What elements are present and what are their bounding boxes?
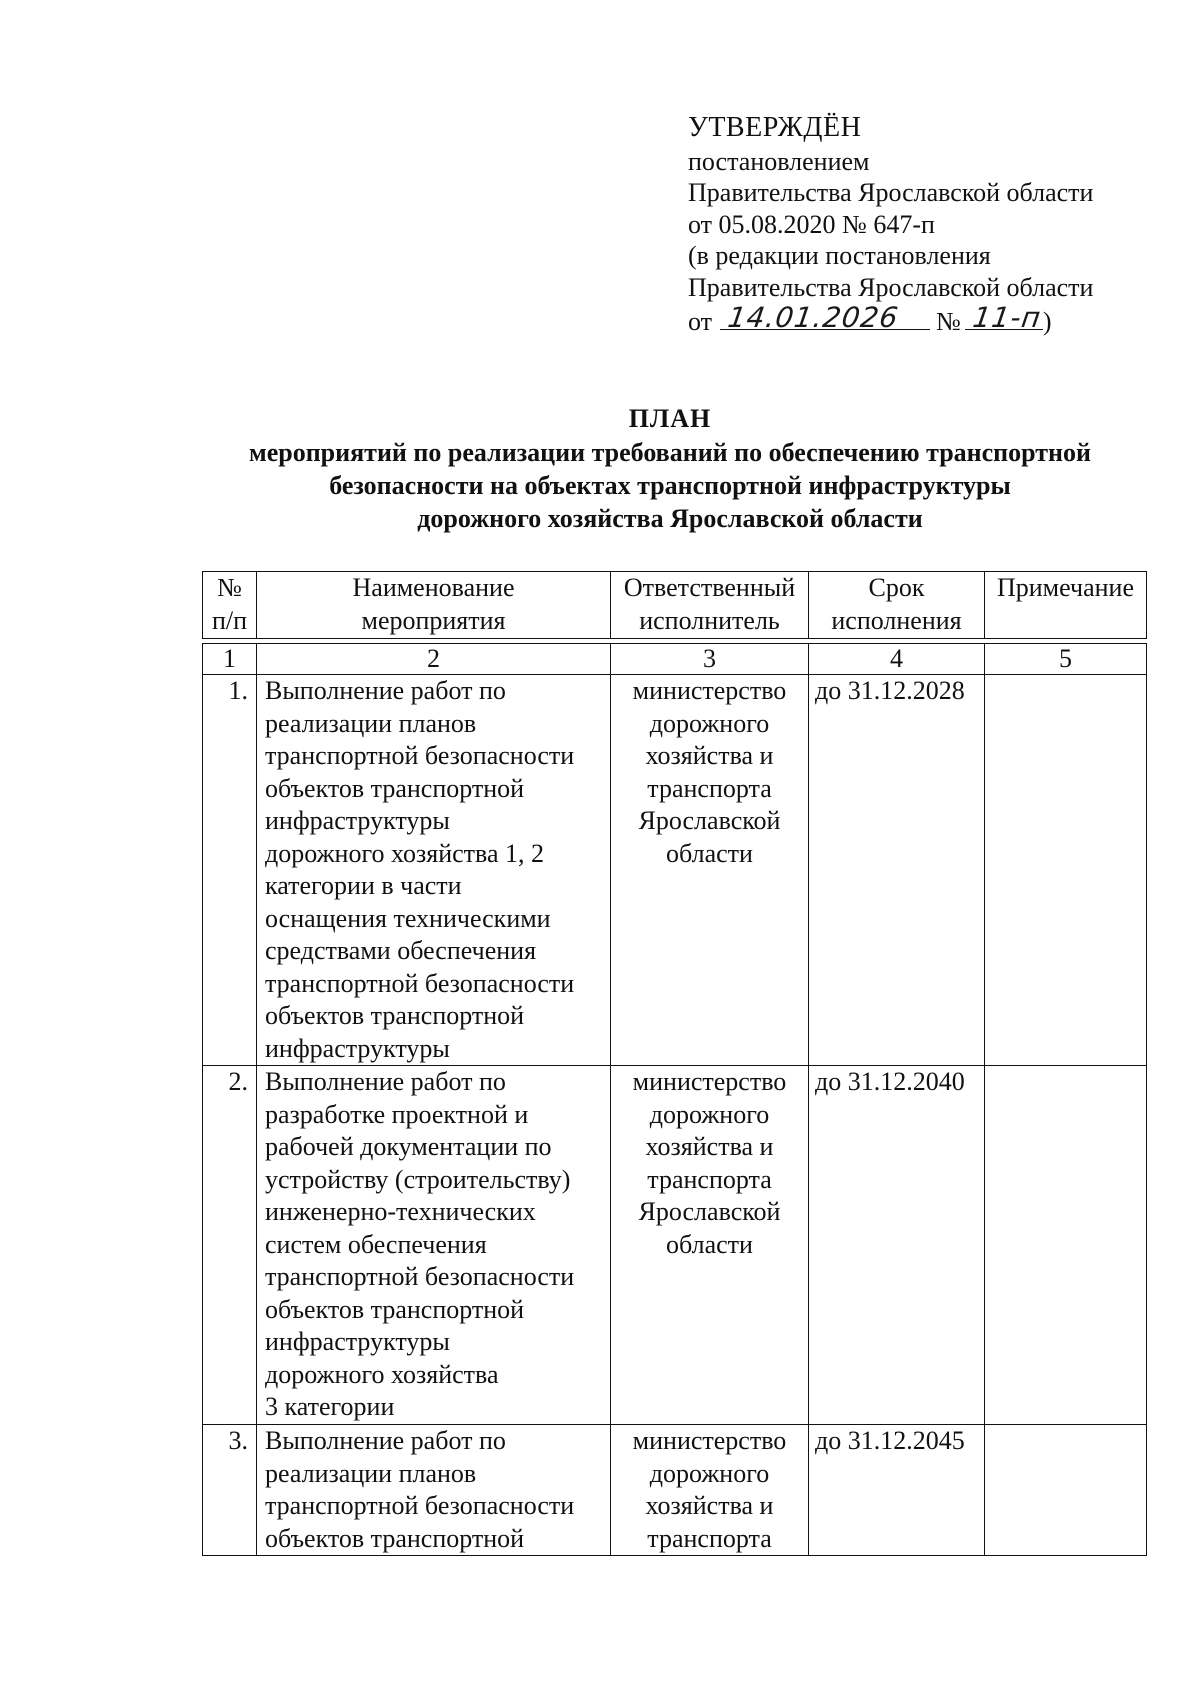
activity-line: объектов транспортной (265, 1001, 525, 1030)
activity-line: категории в части (265, 871, 462, 900)
activity-line: рабочей документации по (265, 1132, 552, 1161)
row-term: до 31.12.2040 (809, 1066, 985, 1425)
approval-line-4: (в редакции постановления (688, 241, 991, 270)
activity-line: 3 категории (265, 1392, 395, 1421)
approval-line-3: от 05.08.2020 № 647-п (688, 209, 935, 239)
executor-line: хозяйства и (645, 1491, 774, 1520)
executor-line: министерство (632, 1426, 787, 1455)
header-term-line-1: Срок (868, 573, 925, 602)
activity-line: транспортной безопасности (265, 968, 575, 998)
handwritten-date: 14.01.2026 (725, 300, 901, 334)
approval-line-2: Правительства Ярославской области (688, 178, 1094, 207)
executor-line: дорожного (649, 708, 770, 738)
document-heading (0, 402, 1200, 535)
header-term (809, 572, 985, 639)
row-note (985, 1066, 1147, 1425)
header-name-line-1: Наименование (352, 573, 515, 602)
handwritten-date-field (720, 300, 930, 334)
activity-line: инженерно-технических (265, 1197, 536, 1226)
activity-line: разработке проектной и (265, 1099, 529, 1129)
row-number: 2. (203, 1066, 257, 1425)
executor-line: министерство (632, 1067, 787, 1096)
header-number (203, 572, 257, 639)
executor-line: Ярославской (638, 1197, 781, 1226)
row-number: 3. (203, 1425, 257, 1556)
executor-line: хозяйства и (645, 741, 774, 770)
activity-line: инфраструктуры (265, 1327, 450, 1356)
activity-line: дорожного хозяйства (265, 1359, 499, 1389)
table-row (203, 675, 1147, 1066)
header-note (985, 572, 1147, 639)
approval-title: УТВЕРЖДЁН (688, 112, 862, 143)
plan-subtitle-line-1: мероприятий по реализации требований по обеспечению транспортной (248, 438, 1092, 467)
activity-line: объектов транспортной (265, 1294, 525, 1324)
header-number-line-2: п/п (211, 605, 248, 635)
activity-line: инфраструктуры (265, 1033, 450, 1063)
activity-line: Выполнение работ по (265, 1067, 506, 1096)
column-number: 2 (257, 644, 611, 675)
activity-line: Выполнение работ по (265, 676, 506, 705)
row-term: до 31.12.2028 (809, 675, 985, 1066)
executor-line: области (666, 1229, 753, 1259)
approval-line-1: постановлением (688, 146, 870, 176)
handwritten-number: 11-п (970, 300, 1044, 334)
column-number: 5 (985, 644, 1147, 675)
executor-line: транспорта (647, 1164, 772, 1194)
activity-line: дорожного хозяйства 1, 2 (265, 838, 545, 868)
plan-table (202, 571, 1147, 1556)
date-prefix: от (688, 307, 713, 336)
header-executor (611, 572, 809, 639)
executor-line: дорожного (649, 1099, 770, 1129)
executor-line: хозяйства и (645, 1132, 774, 1161)
activity-line: оснащения техническими (265, 903, 551, 933)
column-number-row (203, 644, 1147, 675)
activity-line: объектов транспортной (265, 773, 525, 803)
row-executor (611, 1425, 809, 1556)
executor-line: министерство (632, 676, 787, 705)
activity-line: реализации планов (265, 1458, 477, 1488)
row-activity (257, 1425, 611, 1556)
row-executor (611, 1066, 809, 1425)
number-prefix: № (936, 307, 961, 336)
header-executor-line-2: исполнитель (639, 605, 780, 635)
row-note (985, 675, 1147, 1066)
table-row (203, 1425, 1147, 1556)
plan-subtitle-line-2: безопасности на объектах транспортной инфраструктуры (329, 471, 1011, 500)
handwritten-number-field (965, 300, 1044, 334)
header-name (257, 572, 611, 639)
header-note-label: Примечание (996, 573, 1135, 602)
executor-line: транспорта (647, 773, 772, 803)
plan-subtitle-line-3: дорожного хозяйства Ярославской области (417, 504, 923, 533)
column-number: 4 (809, 644, 985, 675)
closing-paren: ) (1042, 307, 1052, 336)
row-note (985, 1425, 1147, 1556)
row-activity (257, 675, 611, 1066)
row-number: 1. (203, 675, 257, 1066)
executor-line: транспорта (647, 1523, 772, 1553)
table-header-row (203, 572, 1147, 639)
row-term: до 31.12.2045 (809, 1425, 985, 1556)
approval-date-line (688, 300, 1158, 338)
header-term-line-2: исполнения (831, 605, 962, 635)
activity-line: реализации планов (265, 708, 477, 738)
plan-title: ПЛАН (628, 404, 712, 433)
header-name-line-2: мероприятия (361, 605, 506, 635)
executor-line: Ярославской (638, 806, 781, 835)
table-row (203, 1066, 1147, 1425)
activity-line: транспортной безопасности (265, 1491, 575, 1520)
header-executor-line-1: Ответственный (623, 573, 796, 602)
row-executor (611, 675, 809, 1066)
executor-line: области (666, 838, 753, 868)
row-activity (257, 1066, 611, 1425)
activity-line: объектов транспортной (265, 1523, 525, 1553)
approval-line-5: Правительства Ярославской области (688, 272, 1094, 302)
approval-block (688, 112, 1158, 338)
activity-line: транспортной безопасности (265, 1262, 575, 1291)
activity-line: устройству (строительству) (265, 1164, 571, 1194)
activity-line: систем обеспечения (265, 1229, 487, 1259)
activity-line: средствами обеспечения (265, 936, 537, 965)
column-number: 1 (203, 644, 257, 675)
column-number: 3 (611, 644, 809, 675)
activity-line: транспортной безопасности (265, 741, 575, 770)
executor-line: дорожного (649, 1458, 770, 1488)
activity-line: Выполнение работ по (265, 1426, 506, 1455)
activity-line: инфраструктуры (265, 806, 450, 835)
header-number-line-1: № (217, 573, 242, 602)
